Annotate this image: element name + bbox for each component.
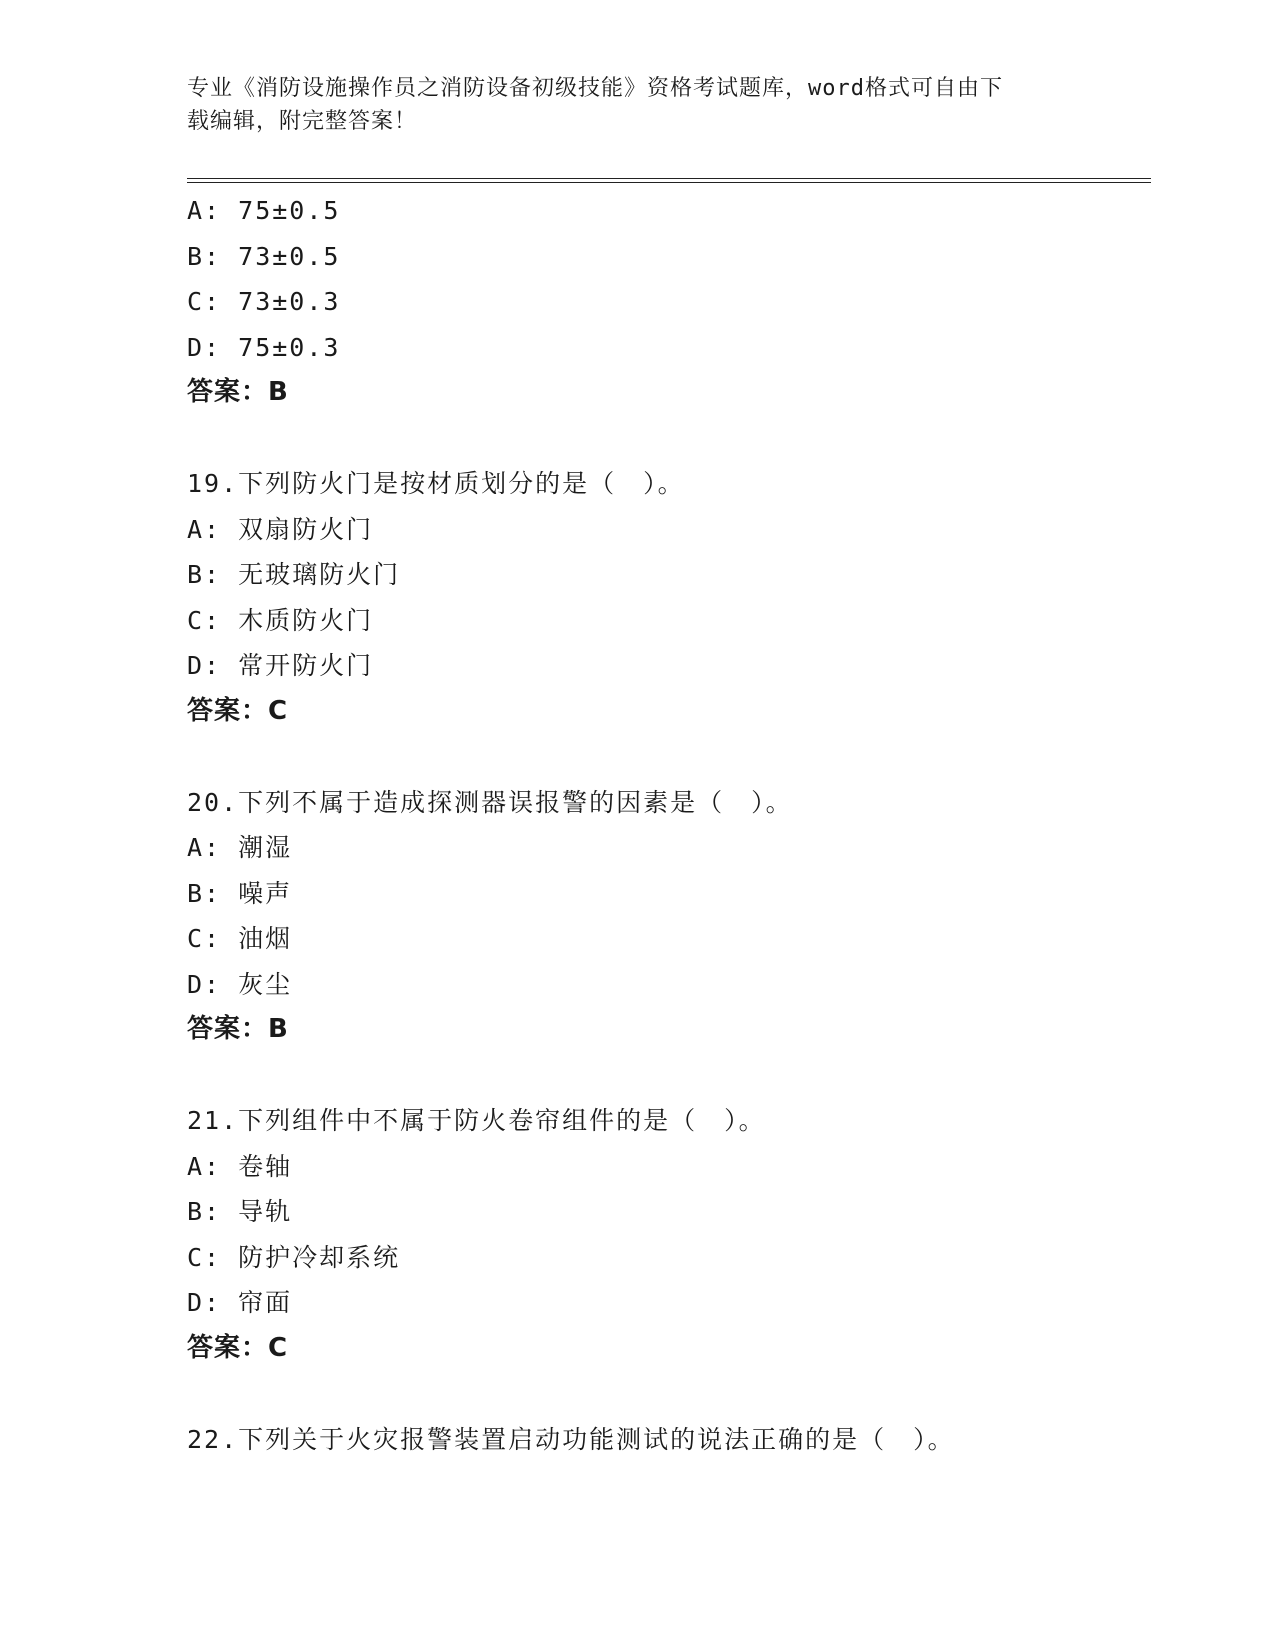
answer: 答案：B [187, 377, 289, 407]
option-d: D: 常开防火门 [187, 651, 374, 680]
answer: 答案：C [187, 1332, 289, 1363]
answer: 答案：C [187, 695, 289, 726]
question-text: 21.下列组件中不属于防火卷帘组件的是（ ）。 [187, 1106, 766, 1135]
option-c: C: 油烟 [187, 924, 293, 953]
option-c: C: 防护冷却系统 [187, 1242, 401, 1272]
spacer [187, 734, 1151, 780]
question-20-block [187, 780, 1151, 1053]
option-d: D: 帘面 [187, 1288, 293, 1317]
question-text: 20.下列不属于造成探测器误报警的因素是（ ）。 [187, 787, 793, 817]
spacer [187, 1371, 1151, 1417]
spacer [187, 416, 1151, 462]
question-text: 19.下列防火门是按材质划分的是（ ）。 [187, 469, 685, 498]
option-b: B: 噪声 [187, 878, 293, 908]
question-21-block [187, 1098, 1151, 1371]
option-d: D: 75±0.3 [187, 332, 341, 362]
option-c: C: 木质防火门 [187, 605, 374, 635]
header-divider [187, 178, 1151, 183]
option-b: B: 导轨 [187, 1197, 293, 1226]
document-header [187, 72, 1087, 138]
option-a: A: 潮湿 [187, 833, 293, 862]
question-list [187, 188, 1151, 1462]
header-line-2: 载编辑，附完整答案！ [187, 109, 418, 134]
question-22-block [187, 1417, 1151, 1463]
option-c: C: 73±0.3 [187, 287, 341, 316]
option-a: A: 双扇防火门 [187, 514, 374, 544]
question-text: 22.下列关于火灾报警装置启动功能测试的说法正确的是（ ）。 [187, 1424, 955, 1454]
option-a: A: 75±0.5 [187, 196, 341, 225]
option-b: B: 73±0.5 [187, 241, 341, 271]
question-19-block [187, 461, 1151, 734]
spacer [187, 1053, 1151, 1099]
option-b: B: 无玻璃防火门 [187, 560, 401, 589]
question-18-block [187, 188, 1151, 416]
answer: 答案：B [187, 1014, 289, 1044]
header-line-1: 专业《消防设施操作员之消防设备初级技能》资格考试题库，word格式可自由下 [187, 76, 1003, 101]
option-a: A: 卷轴 [187, 1151, 293, 1181]
option-d: D: 灰尘 [187, 969, 293, 999]
